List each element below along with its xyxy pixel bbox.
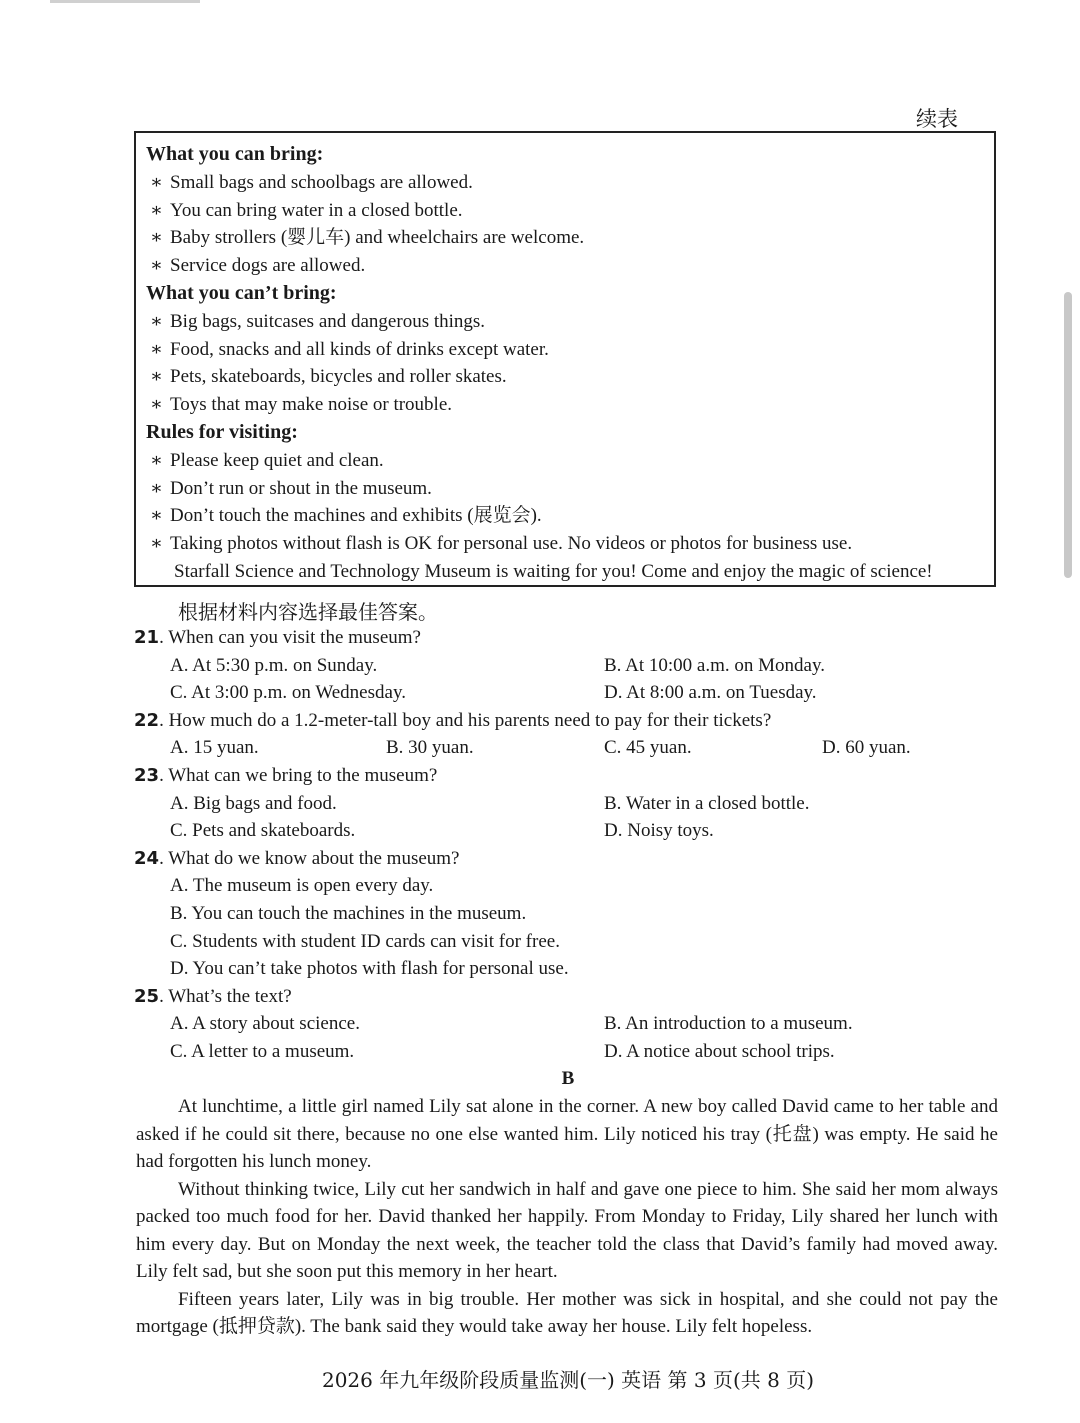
asterisk-icon: ∗ bbox=[150, 171, 163, 193]
option-c: C. Students with student ID cards can visit for free. bbox=[170, 930, 560, 952]
asterisk-icon: ∗ bbox=[150, 338, 163, 360]
question-23: 23. What can we bring to the museum? bbox=[134, 764, 438, 786]
passage-paragraph: Fifteen years later, Lily was in big trouble. Her mother was sick in hospital, and she could not pay the mortgage (抵押贷款). The bank said they would take away her house. Lily felt hopeless. bbox=[136, 1288, 998, 1337]
notice-box bbox=[134, 131, 996, 587]
asterisk-icon: ∗ bbox=[150, 199, 163, 221]
option-a: A. At 5:30 p.m. on Sunday. bbox=[170, 654, 378, 676]
question-21: 21. When can you visit the museum? bbox=[134, 627, 421, 648]
rule-item: ∗ Big bags, suitcases and dangerous things. bbox=[146, 308, 994, 336]
option-c: C. 45 yuan. bbox=[604, 737, 692, 759]
rule-item: ∗ Baby strollers (婴儿车) and wheelchairs are welcome. bbox=[146, 224, 994, 252]
rule-item: ∗ You can bring water in a closed bottle. bbox=[146, 197, 994, 225]
asterisk-icon: ∗ bbox=[150, 394, 163, 416]
option-c: C. At 3:00 p.m. on Wednesday. bbox=[170, 682, 406, 704]
asterisk-icon: ∗ bbox=[150, 310, 163, 332]
option-d: D. Noisy toys. bbox=[604, 820, 714, 842]
option-c: C. Pets and skateboards. bbox=[170, 820, 356, 842]
option-b: B. An introduction to a museum. bbox=[604, 1013, 853, 1035]
option-d: D. 60 yuan. bbox=[822, 737, 911, 759]
continued-label: 续表 bbox=[916, 107, 958, 131]
rule-item: ∗ Food, snacks and all kinds of drinks except water. bbox=[146, 336, 994, 364]
rule-item: ∗ Toys that may make noise or trouble. bbox=[146, 391, 994, 419]
option-b: B. You can touch the machines in the museum. bbox=[170, 902, 527, 924]
question-number: 22 bbox=[134, 709, 160, 731]
rule-item: ∗ Taking photos without flash is OK for personal use. No videos or photos for business use. bbox=[146, 530, 994, 558]
asterisk-icon: ∗ bbox=[150, 449, 163, 471]
question-number: 23 bbox=[134, 764, 160, 786]
notice-closing-line: Starfall Science and Technology Museum is waiting for you! Come and enjoy the magic of science! bbox=[174, 560, 933, 582]
option-d: D. You can’t take photos with flash for personal use. bbox=[170, 958, 569, 980]
option-b: B. At 10:00 a.m. on Monday. bbox=[604, 654, 825, 676]
question-number: 25 bbox=[134, 985, 160, 1007]
section-heading-can-bring: What you can bring: bbox=[146, 143, 324, 165]
section-heading-rules: Rules for visiting: bbox=[146, 420, 298, 443]
option-c: C. A letter to a museum. bbox=[170, 1040, 355, 1062]
asterisk-icon: ∗ bbox=[150, 505, 163, 527]
rule-item: ∗ Don’t run or shout in the museum. bbox=[146, 475, 994, 503]
question-list bbox=[134, 624, 1014, 1066]
option-a: A. The museum is open every day. bbox=[170, 875, 434, 897]
scrollbar-thumb[interactable] bbox=[1064, 292, 1072, 578]
option-b: B. 30 yuan. bbox=[386, 737, 474, 759]
option-a: A. 15 yuan. bbox=[170, 737, 259, 759]
option-a: A. Big bags and food. bbox=[170, 792, 337, 814]
option-d: D. A notice about school trips. bbox=[604, 1040, 835, 1062]
asterisk-icon: ∗ bbox=[150, 477, 163, 499]
question-25: 25. What’s the text? bbox=[134, 985, 292, 1007]
question-number: 24 bbox=[134, 847, 160, 869]
rule-item: ∗ Pets, skateboards, bicycles and roller skates. bbox=[146, 363, 994, 391]
section-heading-cant-bring: What you can’t bring: bbox=[146, 281, 337, 304]
question-24: 24. What do we know about the museum? bbox=[134, 847, 460, 869]
reading-passage bbox=[136, 1093, 998, 1341]
passage-paragraph: At lunchtime, a little girl named Lily sat alone in the corner. A new boy called David came to her table and asked if he could sit there, because no one else wanted him. Lily noticed his tray (托盘) was empty. He said he had forgotten his lunch money. bbox=[136, 1096, 998, 1172]
rule-item: ∗ Don’t touch the machines and exhibits (展览会). bbox=[146, 502, 994, 530]
rule-item: ∗ Small bags and schoolbags are allowed. bbox=[146, 169, 994, 197]
top-edge-mark bbox=[50, 0, 200, 3]
asterisk-icon: ∗ bbox=[150, 227, 163, 249]
rule-item: ∗ Please keep quiet and clean. bbox=[146, 447, 994, 475]
asterisk-icon: ∗ bbox=[150, 366, 163, 388]
asterisk-icon: ∗ bbox=[150, 533, 163, 555]
page-footer: 2026 年九年级阶段质量监测(一) 英语 第 3 页(共 8 页) bbox=[321, 1368, 815, 1392]
option-b: B. Water in a closed bottle. bbox=[604, 792, 810, 814]
option-a: A. A story about science. bbox=[170, 1013, 360, 1035]
passage-paragraph: Without thinking twice, Lily cut her sandwich in half and gave one piece to him. She said her mom always packed too much food for her. David thanked her happily. From Monday to Friday, Lily shared her lunch with him every day. But on Monday the next week, the teacher told the class that David’s family had moved away. Lily felt sad, but she soon put this memory in her heart. bbox=[136, 1178, 998, 1282]
question-number: 21 bbox=[134, 627, 160, 648]
section-b-heading: B bbox=[561, 1068, 575, 1089]
asterisk-icon: ∗ bbox=[150, 255, 163, 277]
instruction: 根据材料内容选择最佳答案。 bbox=[178, 600, 438, 624]
option-d: D. At 8:00 a.m. on Tuesday. bbox=[604, 682, 817, 704]
question-22: 22. How much do a 1.2-meter-tall boy and his parents need to pay for their tickets? bbox=[134, 709, 772, 731]
rule-item: ∗ Service dogs are allowed. bbox=[146, 252, 994, 280]
